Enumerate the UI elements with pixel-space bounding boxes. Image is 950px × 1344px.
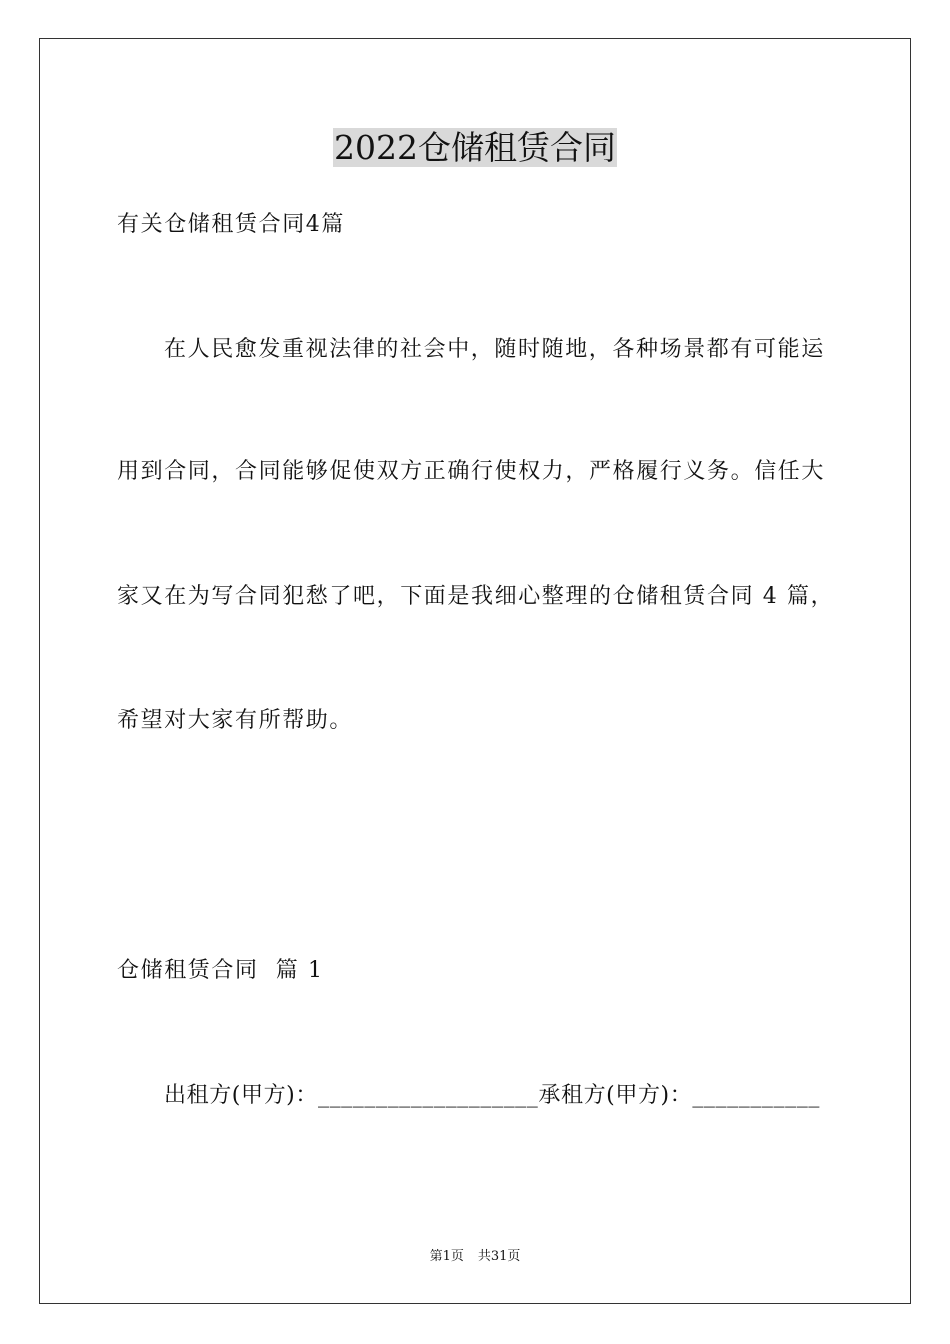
document-title [0, 126, 950, 170]
intro-line-2: 用到合同，合同能够促使双方正确行使权力，严格履行义务。信任大 [117, 459, 826, 484]
party-line: 出租方(甲方)：___________________承租方(甲方)：___________ [164, 1083, 820, 1108]
intro-line-1: 在人民愈发重视法律的社会中，随时随地，各种场景都有可能运 [164, 337, 825, 362]
page-total: 共31页 [477, 1249, 521, 1264]
document-subtitle: 有关仓储租赁合同4篇 [117, 212, 345, 237]
page-footer [0, 1248, 950, 1266]
document-title-text: 2022仓储租赁合同 [334, 128, 616, 167]
section-heading: 仓储租赁合同 篇 1 [117, 958, 324, 983]
intro-line-4: 希望对大家有所帮助。 [117, 708, 354, 733]
intro-line-3: 家又在为写合同犯愁了吧，下面是我细心整理的仓储租赁合同 4 篇， [117, 584, 835, 609]
page-number: 第1页 [429, 1249, 464, 1264]
